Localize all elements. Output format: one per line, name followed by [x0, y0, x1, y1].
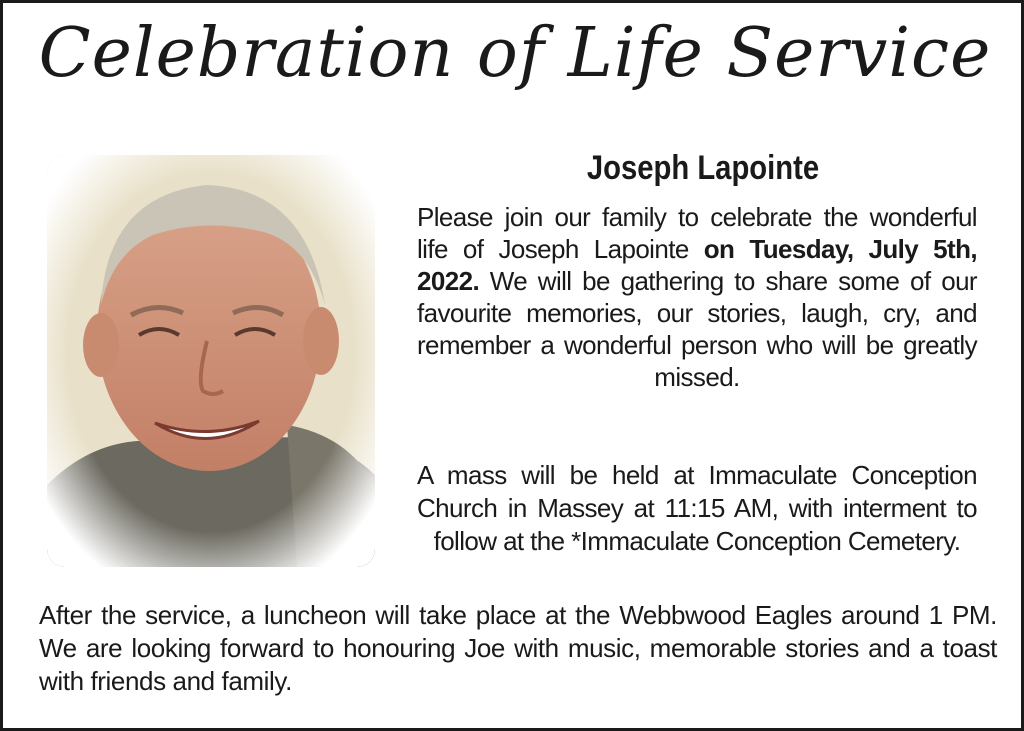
luncheon-paragraph: After the service, a luncheon will take place at the Webbwood Eagles around 1 PM. We are looking forward to honouring Joe with music, memorable stories and a toast with friends and family. [39, 600, 997, 696]
mass-details-paragraph: A mass will be held at Immaculate Conception Church in Massey at 11:15 AM, with interment to follow at the *Immaculate Conception Cemetery. [417, 460, 977, 556]
invitation-date: on Tuesday, July 5th, 2022. [417, 234, 978, 296]
invitation-text-start: Please join our family to celebrate the wonderful life of Joseph Lapointe [417, 202, 977, 264]
invitation-paragraph [417, 201, 977, 393]
portrait-photo [47, 155, 375, 567]
portrait-illustration [47, 155, 375, 567]
notice-title: Celebration of Life Service [38, 14, 992, 93]
invitation-text-end: We will be gathering to share some of our favourite memories, our stories, laugh, cry, and remember a wonderful person who will be greatly missed. [417, 266, 977, 392]
deceased-name: Joseph Lapointe [586, 149, 820, 187]
